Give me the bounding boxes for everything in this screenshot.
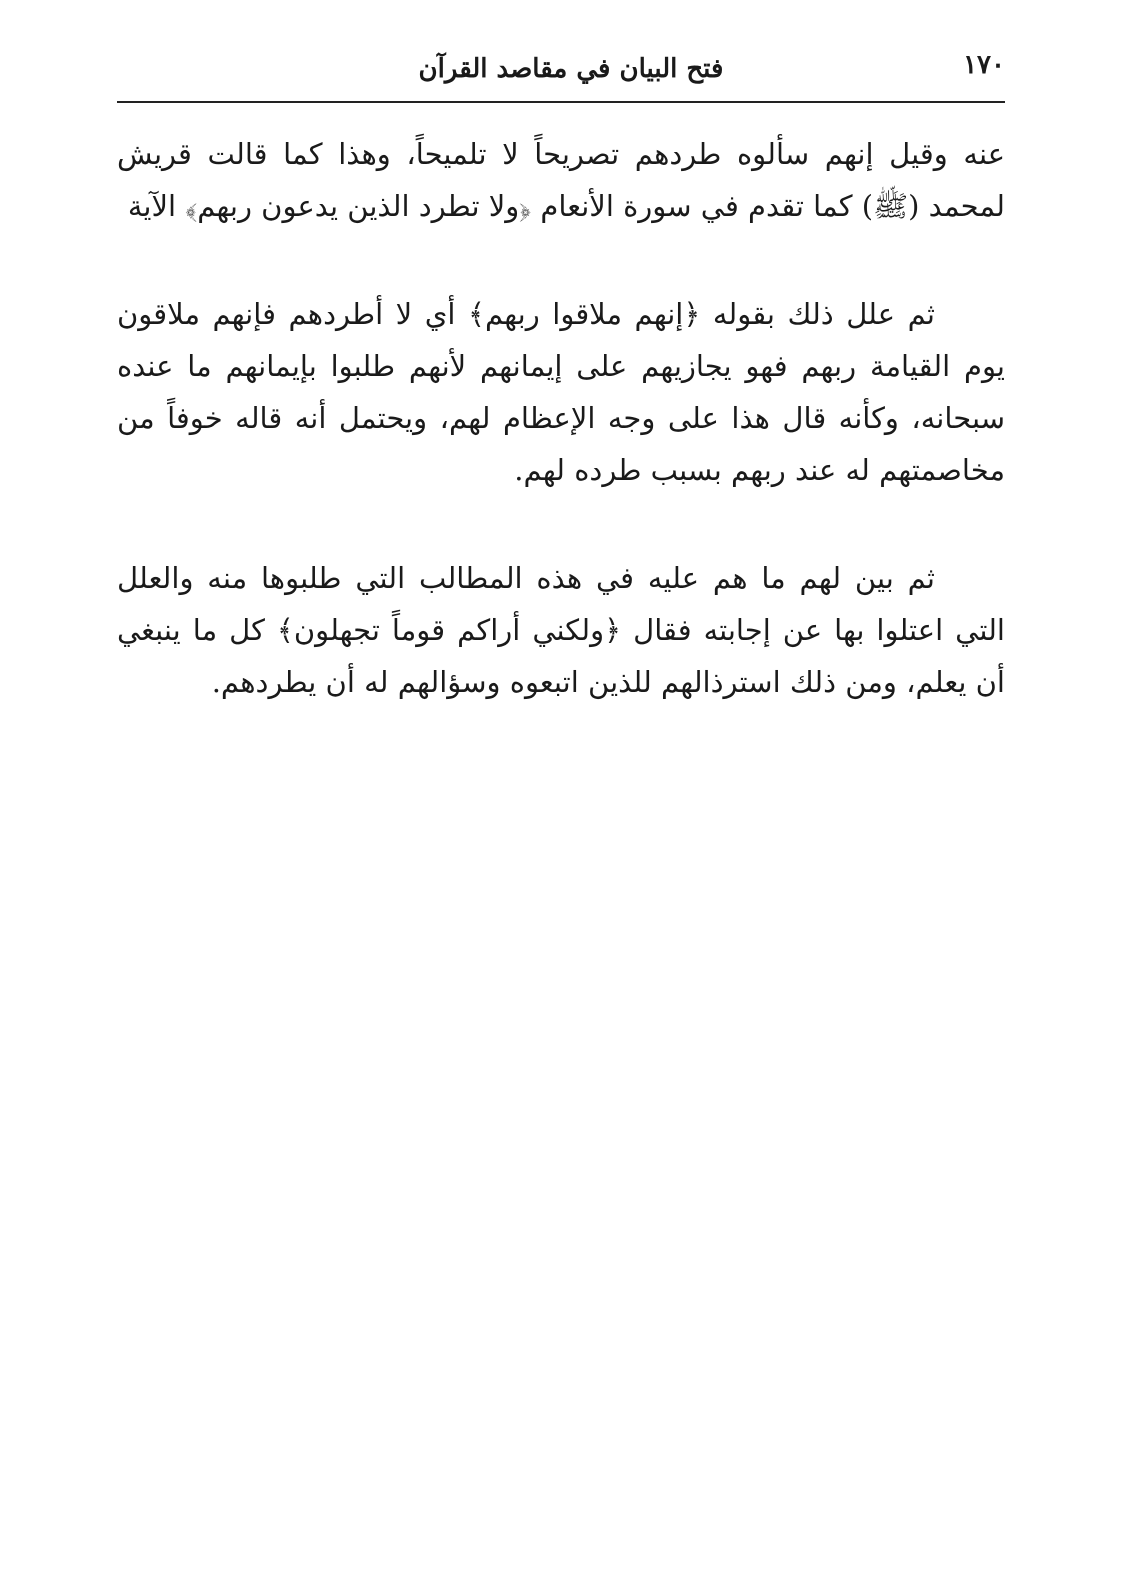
paragraph-3: ثم بين لهم ما هم عليه في هذه المطالب التي طلبوها منه والعلل التي اعتلوا بها عن إجابته فقال ﴿ولكني أراكم قوماً تجهلون﴾ كل ما ينبغي أن يعلم، ومن ذلك استرذالهم للذين اتبعوه وسؤالهم له أن يطردهم. (117, 561, 1005, 699)
page-number: ١٧٠ (963, 50, 1005, 80)
header-divider (117, 101, 1005, 103)
running-title: فتح البيان في مقاصد القرآن (418, 54, 724, 84)
body-text (117, 128, 1005, 764)
paragraph-2: ثم علل ذلك بقوله ﴿إنهم ملاقوا ربهم﴾ أي لا أطردهم فإنهم ملاقون يوم القيامة ربهم فهو يجازيهم على إيمانهم لأنهم طلبوا بإيمانهم ما عنده سبحانه، وكأنه قال هذا على وجه الإعظام لهم، ويحتمل أنه قاله خوفاً من مخاصمتهم له عند ربهم بسبب طرده لهم. (117, 297, 1005, 487)
paragraph-1: عنه وقيل إنهم سألوه طردهم تصريحاً لا تلميحاً، وهذا كما قالت قريش لمحمد (ﷺ) كما تقدم في سورة الأنعام ﴿ولا تطرد الذين يدعون ربهم﴾ الآية (117, 137, 1005, 223)
page-header (117, 40, 1005, 102)
